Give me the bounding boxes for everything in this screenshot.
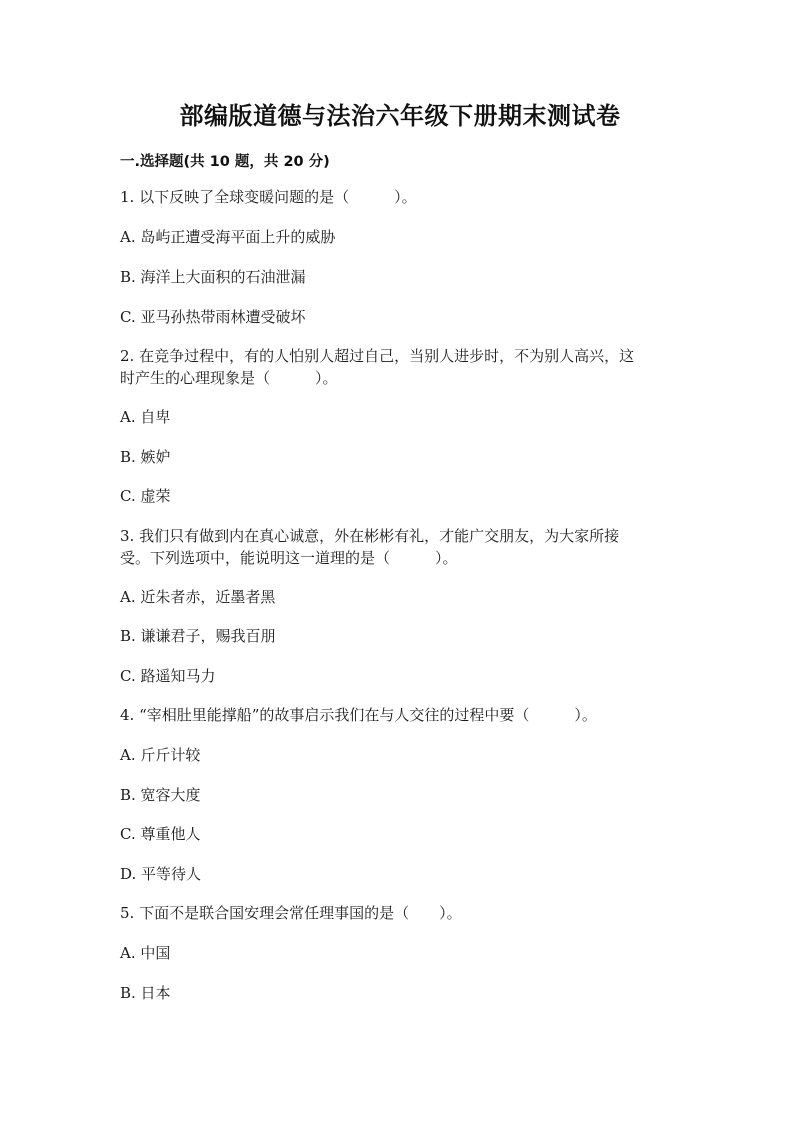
question-1-option-c: C. 亚马孙热带雨林遭受破坏 (120, 308, 306, 326)
question-4-option-c: C. 尊重他人 (120, 825, 201, 843)
question-2-stem-line-1: 2. 在竞争过程中，有的人怕别人超过自己，当别人进步时，不为别人高兴，这 (120, 347, 635, 365)
question-5-option-b: B. 日本 (120, 984, 171, 1002)
question-3-option-c: C. 路遥知马力 (120, 667, 216, 685)
question-5-stem: 5. 下面不是联合国安理会常任理事国的是（ ）。 (120, 904, 462, 922)
question-1-stem: 1. 以下反映了全球变暖问题的是（ ）。 (120, 188, 417, 206)
question-4-option-d: D. 平等待人 (120, 865, 202, 883)
question-2-stem-line-2: 时产生的心理现象是（ ）。 (120, 369, 338, 387)
question-1-option-a: A. 岛屿正遭受海平面上升的威胁 (120, 228, 336, 246)
question-1-option-b: B. 海洋上大面积的石油泄漏 (120, 268, 306, 286)
question-4-stem: 4. “宰相肚里能撑船”的故事启示我们在与人交往的过程中要（ ）。 (120, 706, 597, 724)
question-4-option-b: B. 宽容大度 (120, 786, 201, 804)
question-2-option-b: B. 嫉妒 (120, 448, 171, 466)
question-4-option-a: A. 斤斤计较 (120, 746, 201, 764)
question-2-option-c: C. 虚荣 (120, 487, 171, 505)
question-3-option-b: B. 谦谦君子，赐我百朋 (120, 627, 276, 645)
page-title: 部编版道德与法治六年级下册期末测试卷 (179, 102, 621, 130)
question-2-option-a: A. 自卑 (120, 408, 171, 426)
question-3-stem-line-2: 受。下列选项中，能说明这一道理的是（ ）。 (120, 549, 458, 567)
question-3-option-a: A. 近朱者赤，近墨者黑 (120, 588, 276, 606)
question-3-stem-line-1: 3. 我们只有做到内在真心诚意，外在彬彬有礼，才能广交朋友，为大家所接 (120, 527, 620, 545)
section-heading: 一.选择题(共 10 题，共 20 分) (120, 154, 330, 170)
question-5-option-a: A. 中国 (120, 944, 171, 962)
